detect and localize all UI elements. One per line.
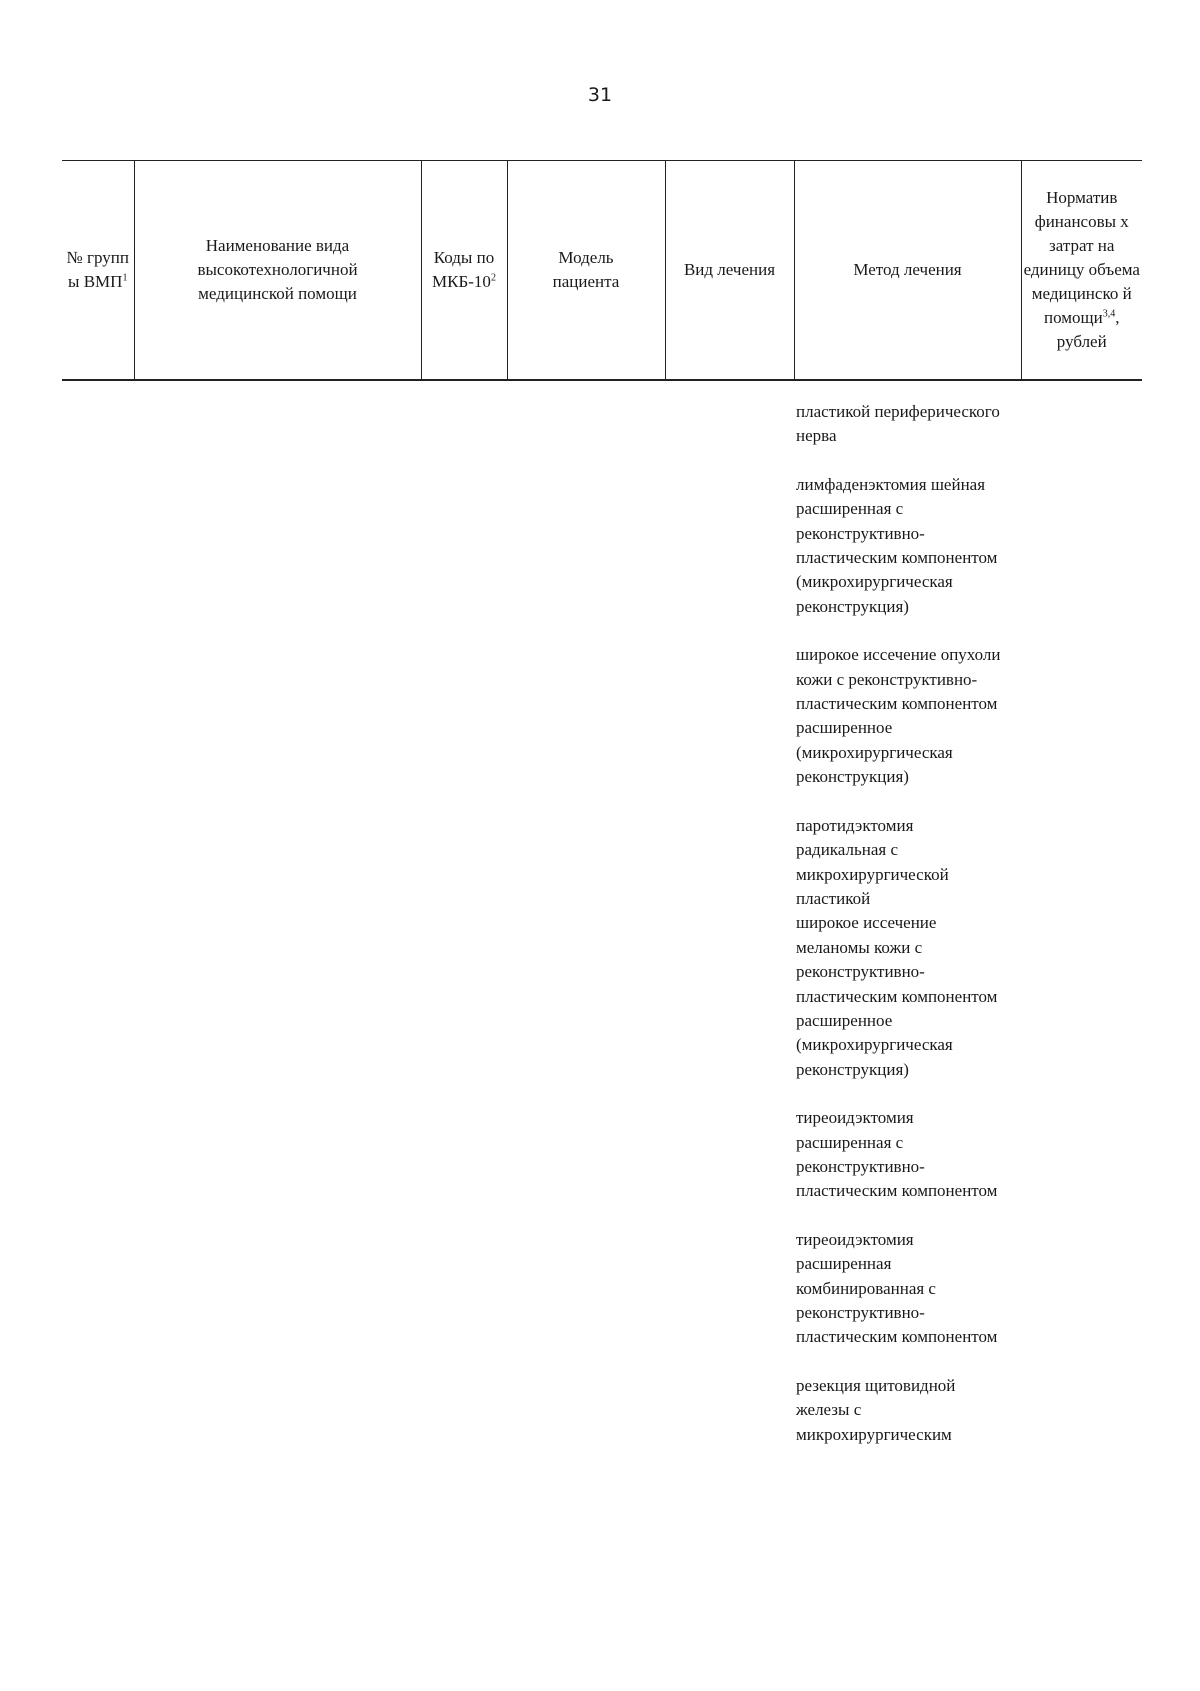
header-treatment-type [665,161,794,381]
header-icd-codes-text: Коды по МКБ-10 [432,248,495,291]
page-number: 31 [587,84,613,106]
header-care-type-text: Наименование вида высокотехнологичной медицинской помощи [197,236,358,303]
treatment-method-item: тиреоидэктомия расширенная с реконструктивно-пластическим компонентом [796,1108,998,1201]
header-treatment-type-text: Вид лечения [683,260,776,279]
table-header [62,160,1142,381]
header-treatment-method [794,161,1021,381]
header-patient-model-text: Модель пациента [552,248,620,291]
treatment-method-item: широкое иссечение опухоли кожи с реконструктивно-пластическим компонентом расширенное (микрохирургическая реконструкция) [796,645,1001,787]
header-row [62,161,1142,381]
footnote-1: 1 [122,272,128,284]
header-cost-standard-text: Норматив финансовы х затрат на единицу объема медицинско й помощи [1023,188,1140,327]
header-cost-standard-unit: , рублей [1056,308,1120,351]
treatment-method-item: широкое иссечение меланомы кожи с реконструктивно-пластическим компонентом расширенное (микрохирургическая реконструкция) [796,913,998,1079]
treatment-method-item: лимфаденэктомия шейная расширенная с реконструктивно-пластическим компонентом (микрохирургическая реконструкция) [796,474,998,616]
treatment-method-item: паротидэктомия радикальная с микрохирургической пластикой [796,815,949,908]
header-group-number [62,161,134,381]
header-treatment-method-text: Метод лечения [853,260,962,279]
footnote-3-4: 3,4 [1102,308,1116,320]
header-group-number-text: № групп ы ВМП [66,248,129,291]
treatment-method-list [796,400,1006,1471]
header-icd-codes [421,161,507,381]
header-care-type [134,161,421,381]
header-cost-standard [1021,161,1142,381]
footnote-2: 2 [490,272,496,284]
header-patient-model [507,161,665,381]
treatment-method-item: тиреоидэктомия расширенная комбинированная с реконструктивно-пластическим компонентом [796,1229,998,1347]
treatment-method-item: пластикой периферического нерва [796,402,1000,446]
treatment-method-item: резекция щитовидной железы с микрохирургическим [796,1375,956,1444]
